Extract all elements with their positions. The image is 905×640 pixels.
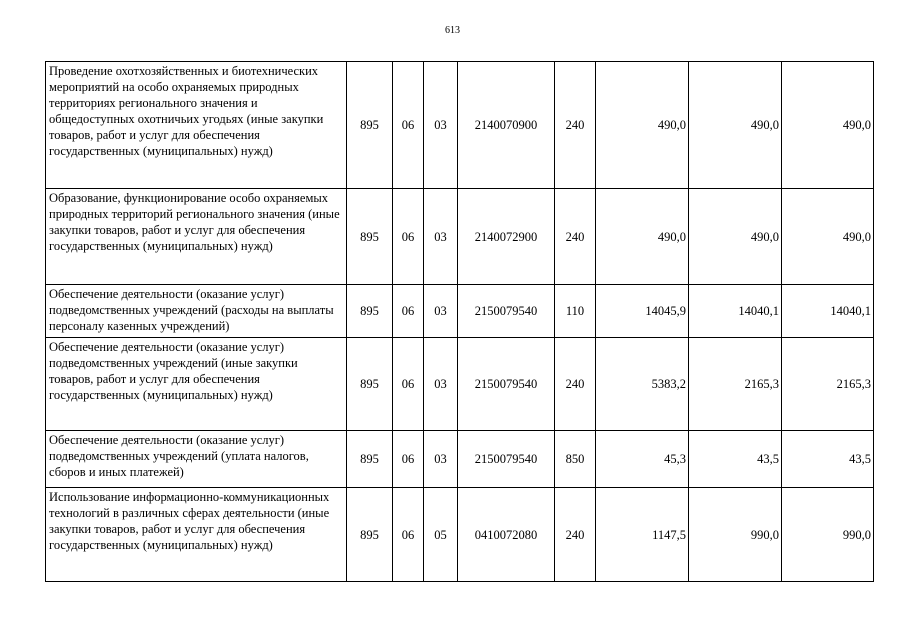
table-row: [46, 189, 874, 285]
ministry-code: 895: [347, 285, 393, 338]
subsection-code: 03: [424, 62, 458, 189]
target-article-code: 2140070900: [458, 62, 555, 189]
row-description: Проведение охотхозяйственных и биотехнических мероприятий на особо охраняемых природных территориях регионального значения и общедоступных охотничьих угодьях (иные закупки товаров, работ и услуг для обеспечения государственных (муниципальных) нужд): [46, 62, 347, 189]
ministry-code: 895: [347, 338, 393, 431]
expense-type-code: 240: [555, 338, 596, 431]
row-description: Обеспечение деятельности (оказание услуг) подведомственных учреждений (иные закупки товаров, работ и услуг для обеспечения государственных (муниципальных) нужд): [46, 338, 347, 431]
amount-year-1: 14045,9: [596, 285, 689, 338]
expense-type-code: 240: [555, 488, 596, 582]
budget-table: [45, 61, 874, 582]
table-row: [46, 285, 874, 338]
table-row: [46, 338, 874, 431]
expense-type-code: 240: [555, 189, 596, 285]
table-row: [46, 62, 874, 189]
amount-year-3: 490,0: [782, 62, 874, 189]
subsection-code: 03: [424, 431, 458, 488]
row-description: Обеспечение деятельности (оказание услуг) подведомственных учреждений (уплата налогов, сборов и иных платежей): [46, 431, 347, 488]
section-code: 06: [393, 488, 424, 582]
amount-year-2: 43,5: [689, 431, 782, 488]
expense-type-code: 850: [555, 431, 596, 488]
section-code: 06: [393, 189, 424, 285]
amount-year-2: 2165,3: [689, 338, 782, 431]
target-article-code: 0410072080: [458, 488, 555, 582]
amount-year-2: 14040,1: [689, 285, 782, 338]
section-code: 06: [393, 285, 424, 338]
ministry-code: 895: [347, 488, 393, 582]
amount-year-1: 5383,2: [596, 338, 689, 431]
subsection-code: 03: [424, 338, 458, 431]
section-code: 06: [393, 338, 424, 431]
amount-year-3: 990,0: [782, 488, 874, 582]
amount-year-2: 490,0: [689, 189, 782, 285]
target-article-code: 2150079540: [458, 431, 555, 488]
target-article-code: 2140072900: [458, 189, 555, 285]
section-code: 06: [393, 431, 424, 488]
subsection-code: 03: [424, 285, 458, 338]
amount-year-3: 43,5: [782, 431, 874, 488]
amount-year-1: 45,3: [596, 431, 689, 488]
table-row: [46, 488, 874, 582]
subsection-code: 05: [424, 488, 458, 582]
table-row: [46, 431, 874, 488]
target-article-code: 2150079540: [458, 285, 555, 338]
page-number: 613: [445, 25, 460, 36]
row-description: Обеспечение деятельности (оказание услуг) подведомственных учреждений (расходы на выплаты персоналу казенных учреждений): [46, 285, 347, 338]
amount-year-1: 490,0: [596, 62, 689, 189]
amount-year-2: 490,0: [689, 62, 782, 189]
subsection-code: 03: [424, 189, 458, 285]
expense-type-code: 110: [555, 285, 596, 338]
section-code: 06: [393, 62, 424, 189]
ministry-code: 895: [347, 189, 393, 285]
amount-year-3: 14040,1: [782, 285, 874, 338]
row-description: Использование информационно-коммуникационных технологий в различных сферах деятельности (иные закупки товаров, работ и услуг для обеспечения государственных (муниципальных) нужд): [46, 488, 347, 582]
ministry-code: 895: [347, 431, 393, 488]
amount-year-3: 2165,3: [782, 338, 874, 431]
amount-year-3: 490,0: [782, 189, 874, 285]
amount-year-1: 1147,5: [596, 488, 689, 582]
target-article-code: 2150079540: [458, 338, 555, 431]
expense-type-code: 240: [555, 62, 596, 189]
amount-year-1: 490,0: [596, 189, 689, 285]
row-description: Образование, функционирование особо охраняемых природных территорий регионального значения (иные закупки товаров, работ и услуг для обеспечения государственных (муниципальных) нужд): [46, 189, 347, 285]
amount-year-2: 990,0: [689, 488, 782, 582]
ministry-code: 895: [347, 62, 393, 189]
